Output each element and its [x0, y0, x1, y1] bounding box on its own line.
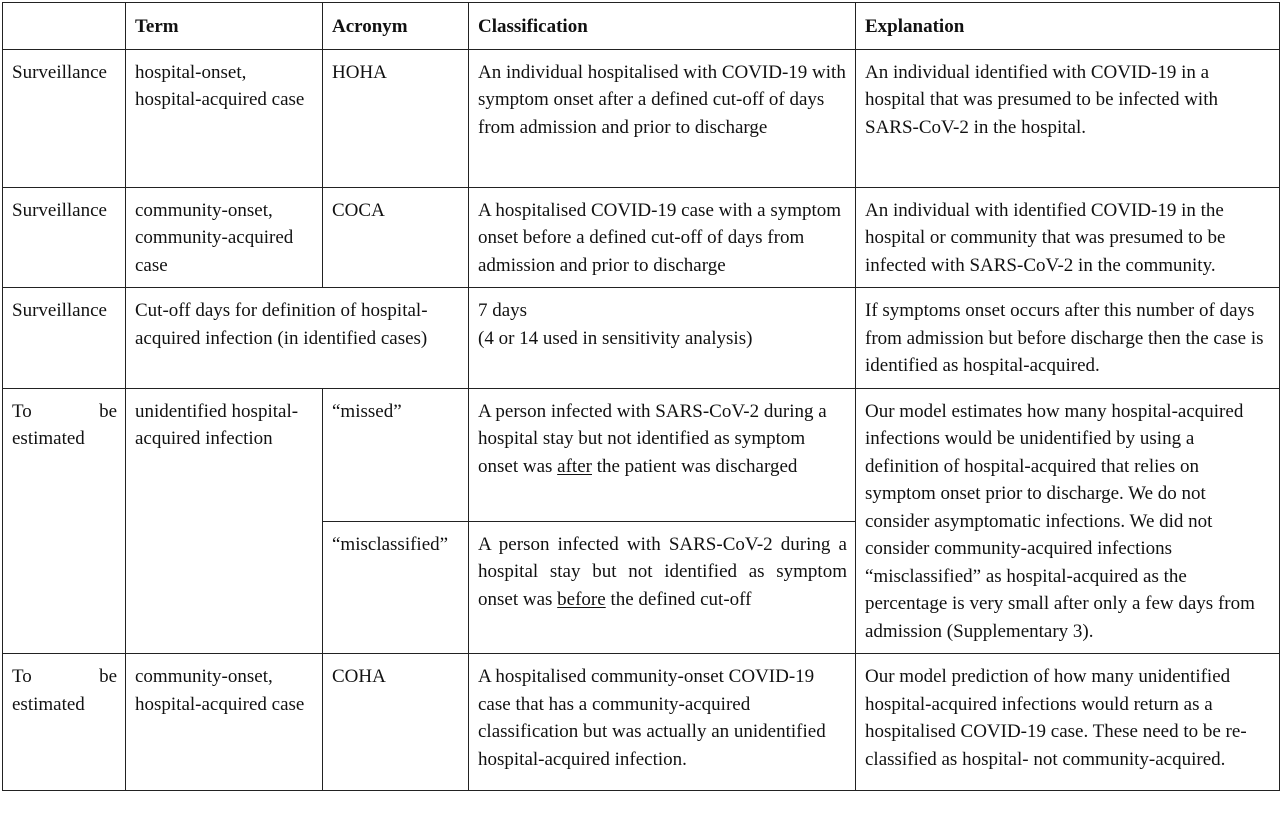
classification-cell: A hospitalised community-onset COVID-19 case that has a community-acquired classification but was actually an unidentified hospital-acquired infection. [469, 654, 856, 791]
term-cell: Cut-off days for definition of hospital-acquired infection (in identified cases) [126, 288, 469, 389]
classification-emphasis: before [557, 588, 606, 610]
acronym-cell: COCA [323, 187, 469, 288]
acronym-cell: “misclassified” [323, 521, 469, 653]
header-acronym: Acronym [323, 3, 469, 50]
classification-text: the patient was discharged [591, 455, 798, 477]
table-header-row [3, 3, 1280, 50]
category-cell: Surveillance [3, 49, 126, 187]
category-cell: Surveillance [3, 288, 126, 389]
header-classification: Classification [469, 3, 856, 50]
term-cell: community-onset, community-acquired case [126, 187, 323, 288]
category-cell [3, 388, 126, 654]
table-row [3, 187, 1280, 288]
classification-cell: An individual hospitalised with COVID-19 with symptom onset after a defined cut-off of days from admission and prior to discharge [469, 49, 856, 187]
explanation-cell: Our model prediction of how many unidentified hospital-acquired infections would return as a hospitalised COVID-19 case. These need to be re-classified as hospital- not community-acquired. [856, 654, 1280, 791]
term-cell: community-onset, hospital-acquired case [126, 654, 323, 791]
classification-cell [469, 521, 856, 653]
classification-text: A person infected with SARS-CoV-2 during a hospital stay but not identified as symptom onset was [478, 533, 847, 610]
explanation-cell: An individual with identified COVID-19 in the hospital or community that was presumed to be infected with SARS-CoV-2 in the community. [856, 187, 1280, 288]
category-word: be [99, 666, 117, 687]
explanation-cell: Our model estimates how many hospital-acquired infections would be unidentified by using a definition of hospital-acquired that relies on symptom onset prior to discharge. We do not consider asymptomatic infections. We did not consider community-acquired infections “misclassified” as hospital-acquired as the percentage is very small after only a few days from admission (Supplementary 3). [856, 388, 1280, 654]
category-word: To [12, 666, 32, 687]
category-cell [3, 654, 126, 791]
classification-emphasis: after [557, 455, 592, 477]
term-cell: unidentified hospital-acquired infection [126, 388, 323, 654]
acronym-cell: COHA [323, 654, 469, 791]
acronym-cell: HOHA [323, 49, 469, 187]
header-term: Term [126, 3, 323, 50]
classification-cell [469, 288, 856, 389]
explanation-cell: An individual identified with COVID-19 in a hospital that was presumed to be infected with SARS-CoV-2 in the hospital. [856, 49, 1280, 187]
table-row [3, 388, 1280, 521]
explanation-cell: If symptoms onset occurs after this number of days from admission but before discharge then the case is identified as hospital-acquired. [856, 288, 1280, 389]
term-cell: hospital-onset, hospital-acquired case [126, 49, 323, 187]
table-row [3, 288, 1280, 389]
acronym-cell: “missed” [323, 388, 469, 521]
classification-line: 7 days [478, 300, 528, 321]
classification-line: (4 or 14 used in sensitivity analysis) [478, 327, 753, 349]
table-row [3, 49, 1280, 187]
category-word: estimated [12, 428, 85, 449]
classification-cell: A hospitalised COVID-19 case with a symptom onset before a defined cut-off of days from admission and prior to discharge [469, 187, 856, 288]
category-word: estimated [12, 693, 85, 715]
category-cell: Surveillance [3, 187, 126, 288]
category-word: be [99, 400, 117, 422]
header-blank [3, 3, 126, 50]
table-row [3, 654, 1280, 791]
classification-cell [469, 388, 856, 521]
classification-text: the defined cut-off [605, 588, 752, 610]
header-explanation: Explanation [856, 3, 1280, 50]
category-word: To [12, 400, 32, 422]
classification-text: A person infected with SARS-CoV-2 during a hospital stay but not identified as symptom onset was [478, 400, 827, 477]
definitions-table [2, 2, 1280, 791]
